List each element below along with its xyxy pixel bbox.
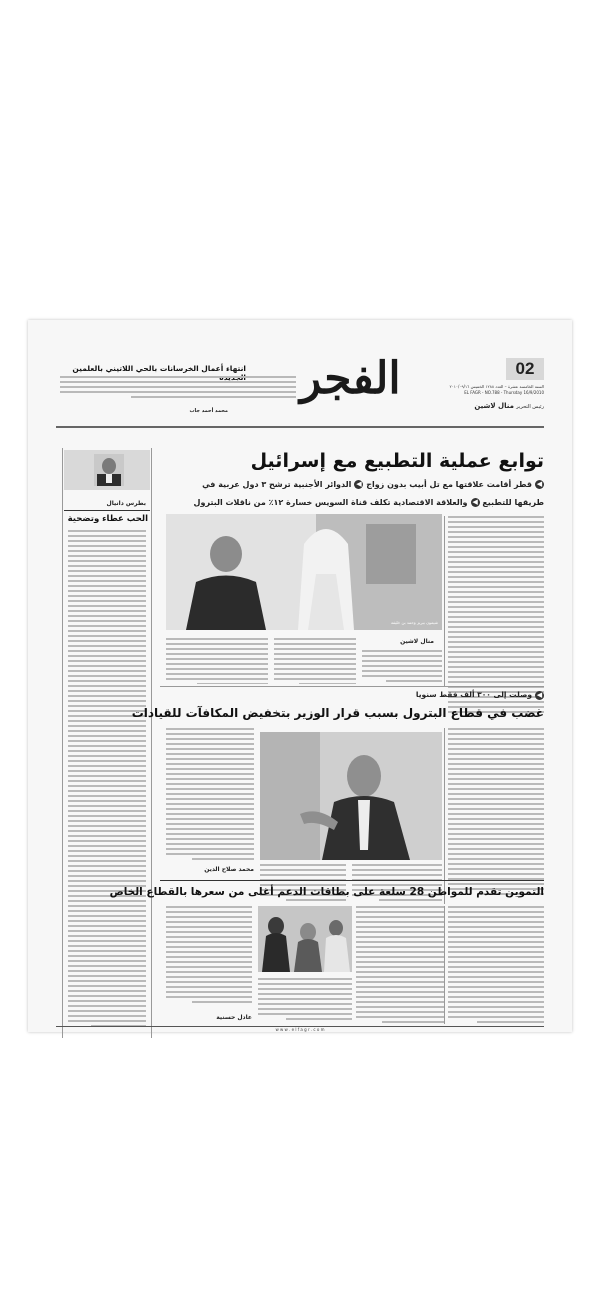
oil-headline: غضب في قطاع البترول بسبب قرار الوزير بتخفيض المكافآت للقيادات xyxy=(131,706,544,720)
logo xyxy=(300,344,401,424)
main-text-bottom2 xyxy=(274,638,356,684)
supply-text-right xyxy=(448,906,544,1024)
issue-line-en: EL FAGR - NO.788 - Thursday 16/9/2010 xyxy=(464,390,544,395)
supply-photo xyxy=(258,906,352,972)
footer-url: w w w . e l f a g r . c o m xyxy=(275,1027,325,1032)
arrow-icon: ◀ xyxy=(536,690,543,699)
main-text-bottom3 xyxy=(166,638,268,684)
top-story-headline: انتهاء أعمال الخرسانات بالحي اللاتيني بالعلمين xyxy=(72,364,246,373)
section-rule-1 xyxy=(160,686,544,687)
column-author-rule xyxy=(64,510,150,511)
main-sub-line1 xyxy=(160,480,544,489)
main-photo-caption: شيمون بيريز وحمد بن خليفة xyxy=(391,620,438,625)
main-text-bottom1 xyxy=(362,650,442,684)
deputy-name: منال لاشين xyxy=(474,402,514,410)
column-text xyxy=(68,530,146,1028)
oil-byline: محمد صلاح الدين xyxy=(204,866,254,873)
column-author: بطرس دانيال xyxy=(106,500,146,507)
author-photo xyxy=(94,454,124,486)
section-rule-2 xyxy=(160,880,544,881)
editor-line xyxy=(390,402,544,410)
top-story-text xyxy=(60,376,296,406)
top-story-byline: محمد أحمد جاب xyxy=(189,408,228,414)
logo-text: الفجر xyxy=(300,353,401,404)
main-sub3: طريقها للتطبيع xyxy=(482,498,544,507)
supply-byline: عادل حسنية xyxy=(216,1014,252,1021)
oil-text-bottom1 xyxy=(352,864,442,904)
oil-text-right xyxy=(448,728,544,904)
page-number: 02 xyxy=(515,359,535,378)
oil-col-rule xyxy=(444,728,445,904)
column-title: الحب عطاء وتضحية xyxy=(67,514,148,524)
supply-text-left xyxy=(166,906,252,1010)
supply-col-rule xyxy=(444,906,445,1024)
newspaper-page xyxy=(28,320,572,1032)
issue-line: السنة الخامسة عشرة – العدد ١٢٨٨ الخميس ٢٠١٠/٠٩/١٦ xyxy=(449,384,544,389)
arrow-icon: ◀ xyxy=(472,498,478,506)
oil-text-bottom2 xyxy=(260,864,346,904)
main-col-rule xyxy=(444,516,445,686)
supply-text-below-photo xyxy=(258,978,352,1024)
main-sub2: الدوائر الأجنبية ترشح ٣ دول عربية في xyxy=(202,480,352,489)
deputy-prefix: رئيس التحرير xyxy=(516,404,544,410)
oil-photo xyxy=(260,732,442,860)
arrow-icon: ◀ xyxy=(536,480,543,488)
supply-headline: التموين تقدم للمواطن 28 سلعة على بطاقات الدعم أغلى من سعرها بالقطاع الخاص xyxy=(109,886,544,898)
main-sub-line2 xyxy=(160,498,544,507)
masthead-rule xyxy=(56,426,544,428)
oil-kicker-text: وصلت إلى ٣٠٠ ألف فقط سنويا xyxy=(415,690,532,699)
oil-text-left xyxy=(166,728,254,860)
main-photo xyxy=(166,514,442,630)
arrow-icon: ◀ xyxy=(356,480,362,488)
main-byline: منال لاشين xyxy=(400,638,434,645)
main-headline: توابع عملية التطبيع مع إسرائيل xyxy=(250,450,544,472)
main-sub4: والعلاقة الاقتصادية تكلف قناة السويس خسارة ١٢٪ من ناقلات البترول xyxy=(193,498,468,507)
main-sub1: قطر أقامت علاقتها مع تل أبيب بدون زواج xyxy=(366,480,532,489)
page-number-box xyxy=(506,358,544,380)
supply-text-mid xyxy=(356,906,444,1024)
oil-kicker xyxy=(160,690,544,700)
